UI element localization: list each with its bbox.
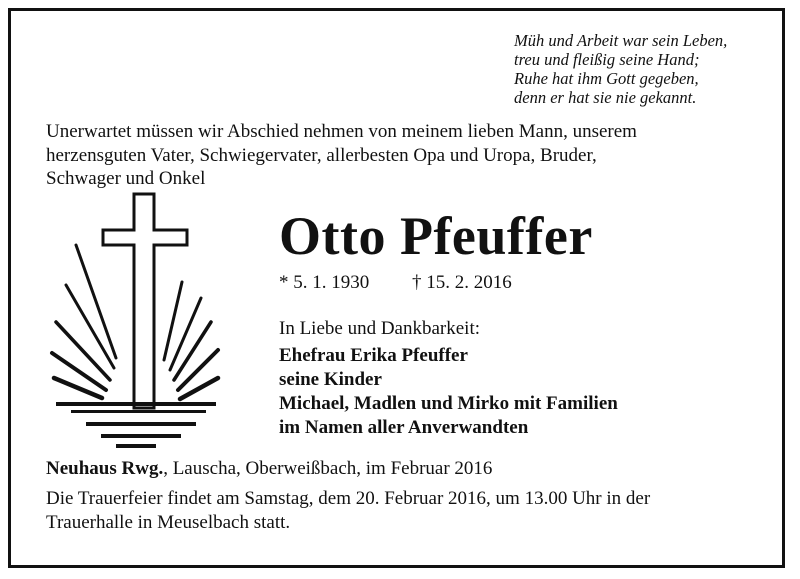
mourners-heading: In Liebe und Dankbarkeit: xyxy=(279,318,481,339)
birth-date: * 5. 1. 1930 xyxy=(279,272,370,293)
funeral-line: Trauerhalle in Meuselbach statt. xyxy=(46,512,291,533)
intro-line: Unerwartet müssen wir Abschied nehmen von meinem lieben Mann, unserem xyxy=(46,121,637,142)
intro-text xyxy=(46,120,637,191)
funeral-notice xyxy=(46,487,650,535)
mourner-line: seine Kinder xyxy=(279,369,382,390)
funeral-line: Die Trauerfeier findet am Samstag, dem 20. Februar 2016, um 13.00 Uhr in der xyxy=(46,488,651,509)
poem-line: Müh und Arbeit war sein Leben, xyxy=(514,31,728,50)
poem-line: denn er hat sie nie gekannt. xyxy=(514,88,697,107)
intro-line: herzensguten Vater, Schwiegervater, allerbesten Opa und Uropa, Bruder, xyxy=(46,144,597,166)
life-dates xyxy=(279,272,512,294)
intro-line: Schwager und Onkel xyxy=(46,168,206,189)
place-town: Neuhaus Rwg. xyxy=(46,458,164,479)
poem xyxy=(514,31,727,107)
place-date-line xyxy=(46,458,492,480)
place-rest: , Lauscha, Oberweißbach, im Februar 2016 xyxy=(163,458,493,479)
deceased-name: Otto Pfeuffer xyxy=(279,206,593,266)
mourner-line: Michael, Madlen und Mirko mit Familien xyxy=(279,393,618,414)
poem-line: treu und fleißig seine Hand; xyxy=(514,50,700,69)
death-date: † 15. 2. 2016 xyxy=(412,272,512,293)
cross-sunrise-icon xyxy=(46,190,226,455)
mourner-line: Ehefrau Erika Pfeuffer xyxy=(279,345,468,366)
poem-line: Ruhe hat ihm Gott gegeben, xyxy=(514,69,699,88)
mourner-line: im Namen aller Anverwandten xyxy=(279,417,529,438)
mourners-list xyxy=(279,344,618,440)
